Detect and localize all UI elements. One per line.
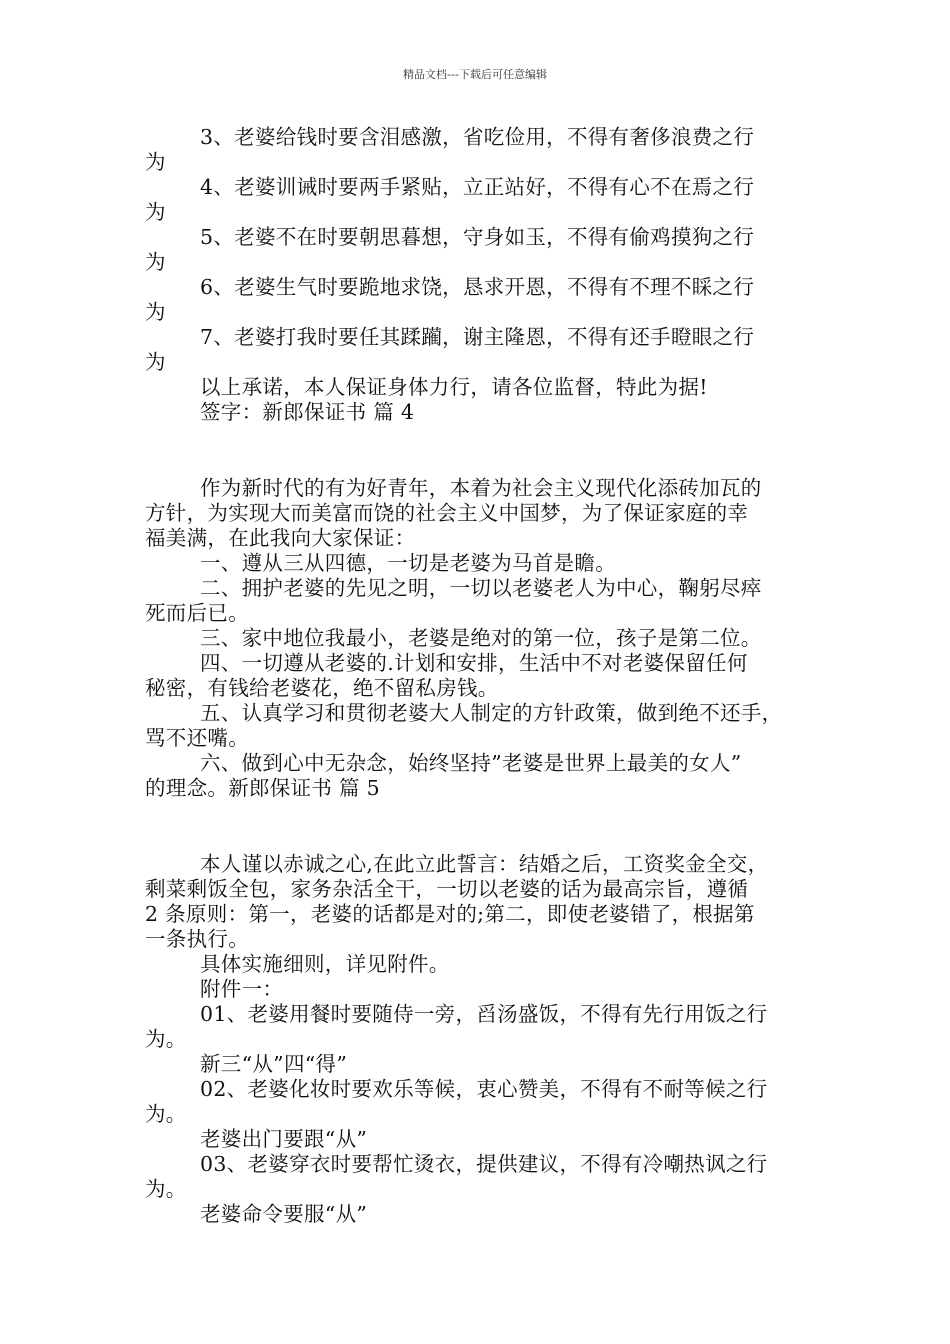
text-line: 为 <box>145 250 166 274</box>
text-line: 7、老婆打我时要任其蹂躏，谢主隆恩，不得有还手瞪眼之行 <box>200 325 755 349</box>
text-line: 新三“从”四“得” <box>200 1052 348 1076</box>
text-line: 二、拥护老婆的先见之明，一切以老婆老人为中心，鞠躬尽瘁 <box>200 576 762 600</box>
text-line: 老婆出门要跟“从” <box>200 1127 368 1151</box>
text-line: 5、老婆不在时要朝思暮想，守身如玉，不得有偷鸡摸狗之行 <box>200 225 755 249</box>
text-line: 01、老婆用餐时要随侍一旁，舀汤盛饭，不得有先行用饭之行 <box>200 1002 768 1026</box>
text-line: 为。 <box>145 1177 187 1201</box>
text-line: 4、老婆训诫时要两手紧贴，立正站好，不得有心不在焉之行 <box>200 175 755 199</box>
text-line: 秘密，有钱给老婆花，绝不留私房钱。 <box>145 676 499 700</box>
text-line: 六、做到心中无杂念，始终坚持”老婆是世界上最美的女人” <box>200 751 742 775</box>
text-line: 为 <box>145 200 166 224</box>
text-line: 骂不还嘴。 <box>145 726 249 750</box>
text-line: 03、老婆穿衣时要帮忙烫衣，提供建议，不得有冷嘲热讽之行 <box>200 1152 768 1176</box>
section-heading: 的理念。新郎保证书 篇 5 <box>145 776 380 800</box>
text-line: 五、认真学习和贯彻老婆大人制定的方针政策，做到绝不还手， <box>200 701 783 725</box>
page-header: 精品文档---下载后可任意编辑 <box>403 68 547 81</box>
text-line: 具体实施细则，详见附件。 <box>200 952 450 976</box>
section-heading: 签字：新郎保证书 篇 4 <box>200 400 415 424</box>
text-line: 三、家中地位我最小，老婆是绝对的第一位，孩子是第二位。 <box>200 626 762 650</box>
text-line: 福美满，在此我向大家保证： <box>145 526 416 550</box>
text-line: 2 条原则：第一，老婆的话都是对的;第二，即使老婆错了，根据第 <box>145 902 755 926</box>
text-line: 方针，为实现大而美富而饶的社会主义中国梦，为了保证家庭的幸 <box>145 501 749 525</box>
text-line: 剩菜剩饭全包，家务杂活全干，一切以老婆的话为最高宗旨，遵循 <box>145 877 749 901</box>
text-line: 02、老婆化妆时要欢乐等候，衷心赞美，不得有不耐等候之行 <box>200 1077 768 1101</box>
text-line: 一、遵从三从四德，一切是老婆为马首是瞻。 <box>200 551 616 575</box>
text-line: 为 <box>145 300 166 324</box>
text-line: 老婆命令要服“从” <box>200 1202 368 1226</box>
text-line: 为 <box>145 150 166 174</box>
text-line: 为。 <box>145 1102 187 1126</box>
text-line: 为 <box>145 350 166 374</box>
text-line: 作为新时代的有为好青年，本着为社会主义现代化添砖加瓦的 <box>200 476 762 500</box>
text-line: 6、老婆生气时要跪地求饶，恳求开恩，不得有不理不睬之行 <box>200 275 755 299</box>
text-line: 为。 <box>145 1027 187 1051</box>
text-line: 以上承诺，本人保证身体力行，请各位监督，特此为据! <box>200 375 708 399</box>
text-line: 死而后已。 <box>145 601 249 625</box>
text-line: 3、老婆给钱时要含泪感激，省吃俭用，不得有奢侈浪费之行 <box>200 125 755 149</box>
text-line: 本人谨以赤诚之心,在此立此誓言：结婚之后，工资奖金全交， <box>200 852 769 876</box>
text-line: 一条执行。 <box>145 927 249 951</box>
text-line: 四、一切遵从老婆的.计划和安排，生活中不对老婆保留任何 <box>200 651 748 675</box>
text-line: 附件一： <box>200 977 284 1001</box>
